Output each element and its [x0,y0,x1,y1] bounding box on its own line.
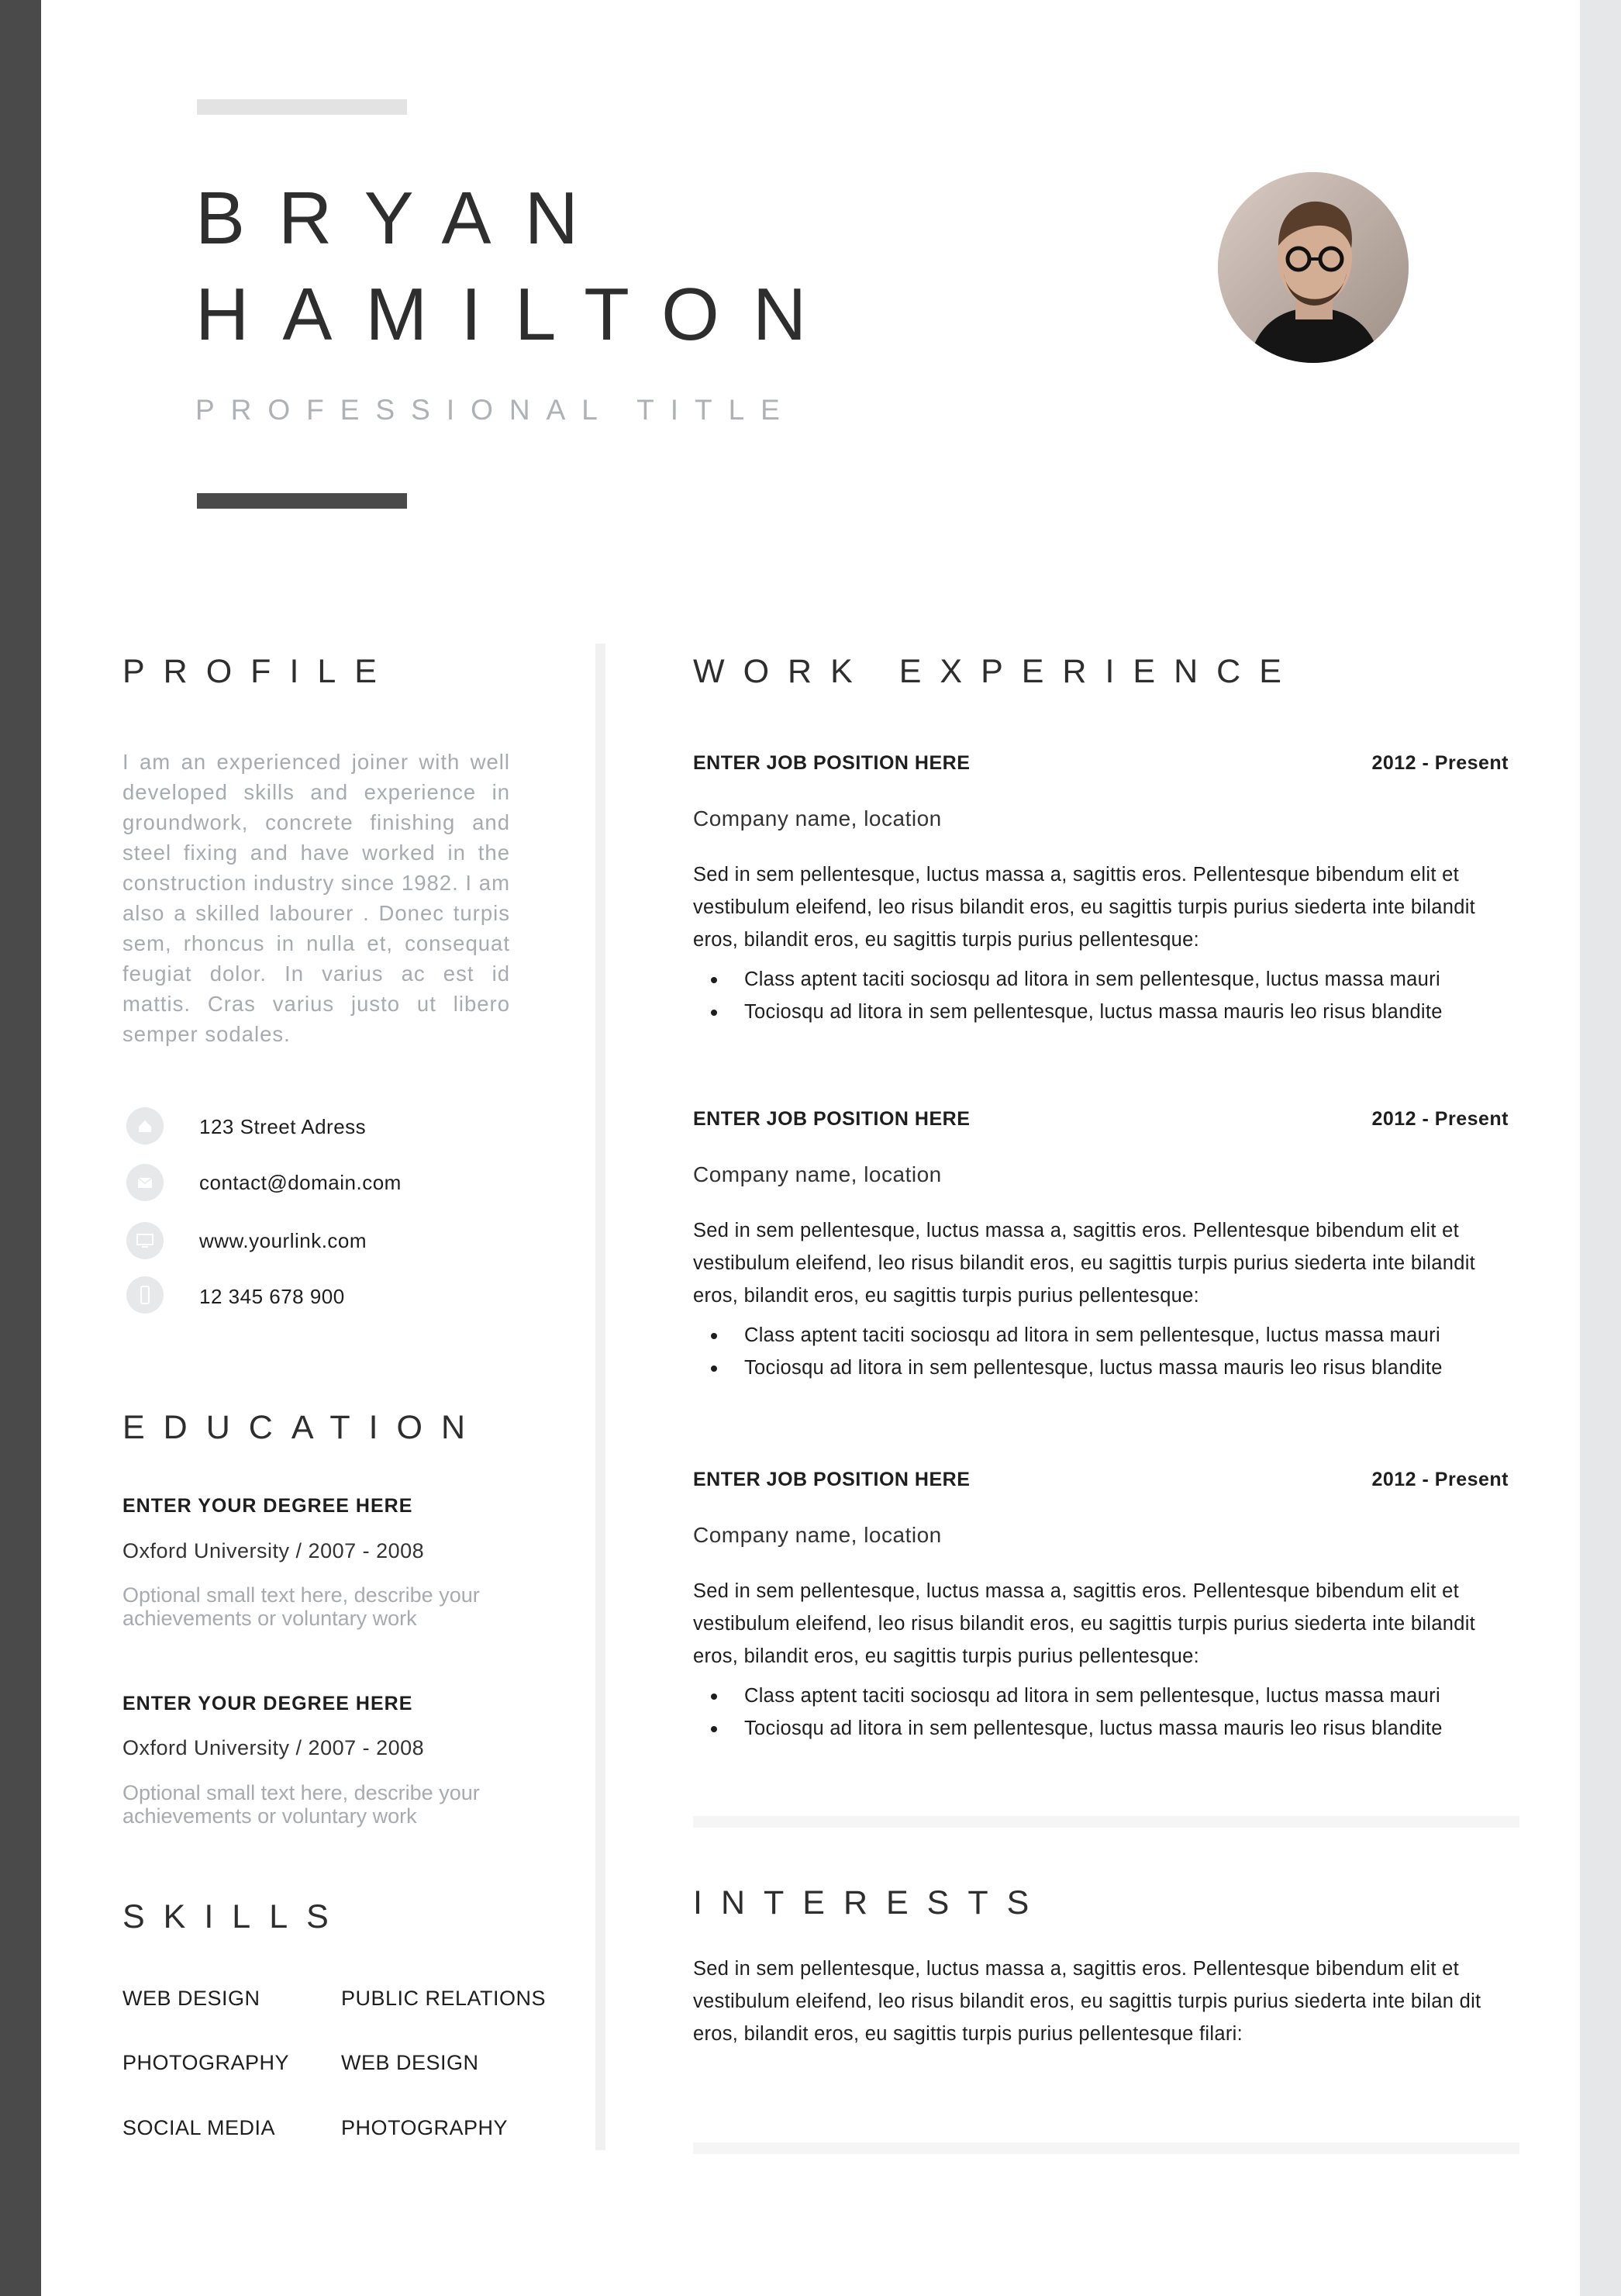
degree-title: ENTER YOUR DEGREE HERE [122,1495,413,1517]
interests-heading: INTERESTS [693,1884,1048,1921]
header-top-bar [197,99,407,115]
skill-item: PHOTOGRAPHY [341,2116,509,2139]
contact-address: 123 Street Adress [199,1115,367,1138]
degree-school: Oxford University / 2007 - 2008 [122,1736,425,1759]
job-description: Sed in sem pellentesque, luctus massa a, sagittis eros. Pellentesque bibendum elit et vestibulum eleifend, leo risus bilandit eros, eu sagittis turpis purius siederta inte bilandit eros, bilandit eros, eu sagittis turpis purius pellentesque: [693,1220,1476,1307]
header-bottom-bar [197,493,407,509]
profile-heading: PROFILE [122,653,395,690]
degree-note: Optional small text here, describe your achievements or voluntary work [122,1583,480,1630]
interests-text: Sed in sem pellentesque, luctus massa a, sagittis eros. Pellentesque bibendum elit et vestibulum eleifend, leo risus bilandit eros, eu sagittis turpis purius siederta inte bilan dit eros, bilandit eros, eu sagittis turpis purius pellentesque filari: [693,1958,1481,2045]
job-date: 2012 - Present [1371,752,1509,774]
skill-item: SOCIAL MEDIA [122,2116,276,2139]
section-divider [693,2142,1519,2154]
profile-photo [1218,172,1409,363]
degree-note: Optional small text here, describe your achievements or voluntary work [122,1781,480,1828]
bullet-icon [711,1333,717,1339]
job-title: ENTER JOB POSITION HERE [693,752,971,774]
job-company: Company name, location [693,1523,942,1547]
job-bullet: Class aptent taciti sociosqu ad litora in sem pellentesque, luctus massa mauri [744,1324,1440,1346]
job-date: 2012 - Present [1371,1469,1509,1490]
job-bullet: Class aptent taciti sociosqu ad litora in sem pellentesque, luctus massa mauri [744,1685,1440,1707]
home-icon [126,1107,164,1145]
education-heading: EDUCATION [122,1409,485,1446]
job-bullet: Tociosqu ad litora in sem pellentesque, luctus massa mauris leo risus blandite [744,1718,1443,1739]
contact-website[interactable]: www.yourlink.com [199,1229,367,1252]
bullet-icon [711,1366,717,1372]
job-bullet: Tociosqu ad litora in sem pellentesque, luctus massa mauris leo risus blandite [744,1001,1443,1023]
last-name: HAMILTON [195,273,840,356]
skills-heading: SKILLS [122,1898,347,1935]
bullet-icon [711,1010,717,1016]
section-divider [693,1816,1519,1828]
job-description: Sed in sem pellentesque, luctus massa a, sagittis eros. Pellentesque bibendum elit et vestibulum eleifend, leo risus bilandit eros, eu sagittis turpis purius siederta inte bilandit eros, bilandit eros, eu sagittis turpis purius pellentesque: [693,1580,1476,1667]
phone-icon [126,1276,164,1314]
profile-text: I am an experienced joiner with well developed skills and experience in groundwork, concrete finishing and steel fixing and have worked in the construction industry since 1982. I am also a skilled labourer . Donec turpis sem, rhoncus in nulla et, consequat feugiat dolor. In varius ac est id mattis. Cras varius justo ut libero semper sodales. [122,750,510,1046]
degree-school: Oxford University / 2007 - 2008 [122,1539,425,1562]
job-company: Company name, location [693,806,942,830]
degree-title: ENTER YOUR DEGREE HERE [122,1693,413,1714]
column-divider [595,644,605,2150]
contact-email[interactable]: contact@domain.com [199,1171,402,1194]
bullet-icon [711,1694,717,1700]
left-dark-strip [0,0,41,2296]
professional-title: PROFESSIONAL TITLE [195,394,796,426]
job-company: Company name, location [693,1162,942,1186]
job-bullet: Tociosqu ad litora in sem pellentesque, luctus massa mauris leo risus blandite [744,1357,1443,1379]
skill-item: WEB DESIGN [341,2051,479,2074]
right-light-strip [1580,0,1621,2296]
mail-icon [126,1164,164,1201]
monitor-icon [126,1222,164,1259]
job-bullet: Class aptent taciti sociosqu ad litora in sem pellentesque, luctus massa mauri [744,968,1440,990]
contact-phone: 12 345 678 900 [199,1285,345,1308]
work-experience-heading: WORK EXPERIENCE [693,653,1300,690]
bullet-icon [711,977,717,983]
skill-item: PUBLIC RELATIONS [341,1987,547,2010]
bullet-icon [711,1726,717,1732]
person-portrait-icon [1218,172,1409,363]
job-date: 2012 - Present [1371,1108,1509,1130]
job-title: ENTER JOB POSITION HERE [693,1108,971,1130]
job-title: ENTER JOB POSITION HERE [693,1469,971,1490]
job-description: Sed in sem pellentesque, luctus massa a, sagittis eros. Pellentesque bibendum elit et vestibulum eleifend, leo risus bilandit eros, eu sagittis turpis purius siederta inte bilandit eros, bilandit eros, eu sagittis turpis purius pellentesque: [693,864,1476,951]
first-name: BRYAN [195,177,612,260]
skill-item: WEB DESIGN [122,1987,260,2010]
skill-item: PHOTOGRAPHY [122,2051,290,2074]
